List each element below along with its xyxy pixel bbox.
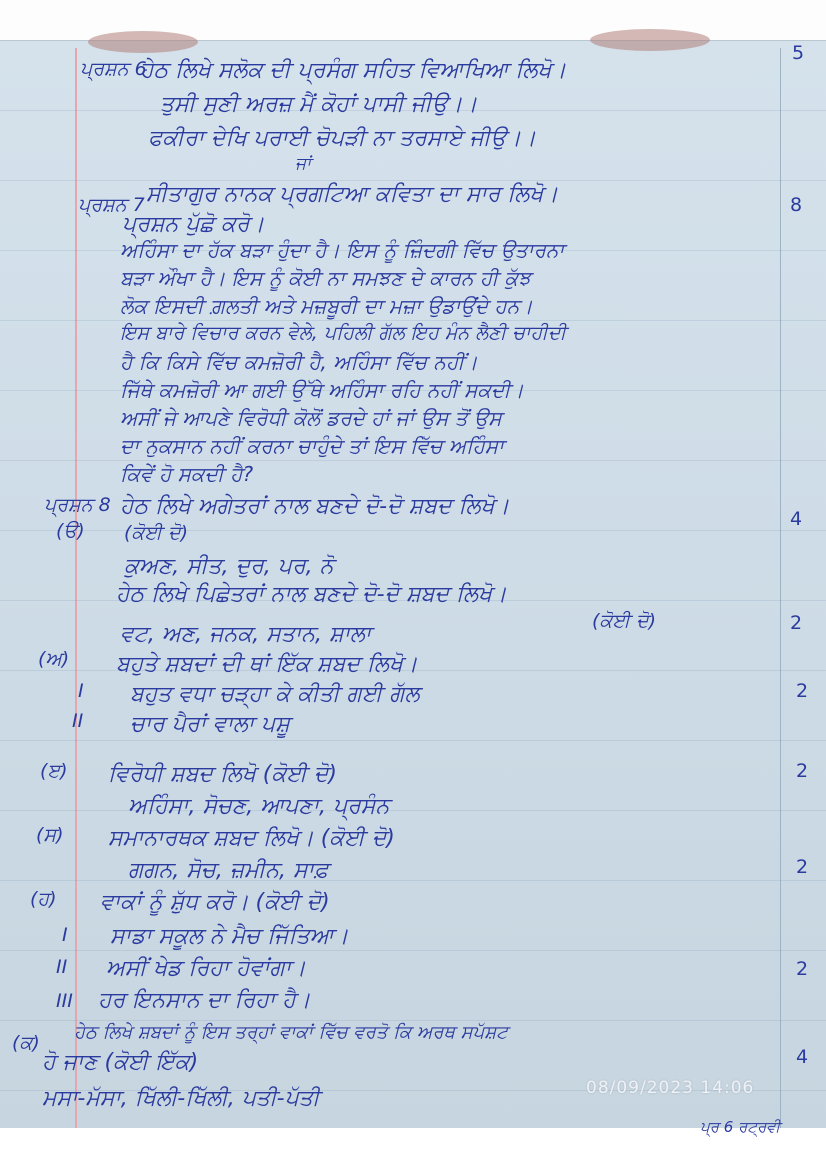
- text-line: ਹੇਠ ਲਿਖੇ ਸ਼ਬਦਾਂ ਨੂੰ ਇਸ ਤਰ੍ਹਾਂ ਵਾਕਾਂ ਵਿੱਚ ਵਰਤੋ ਕਿ ਅਰਥ ਸਪੱਸ਼ਟ: [74, 1022, 508, 1043]
- question-label-6: ਪ੍ਰਸ਼ਨ 6: [80, 58, 147, 80]
- marks-margin-line: [780, 48, 781, 1128]
- text-line: ਮਸਾ-ਮੱਸਾ, ਖਿੱਲੀ-ਖਿੱਲੀ, ਪਤੀ-ਪੱਤੀ: [42, 1086, 320, 1111]
- ruled-line: [0, 1020, 826, 1021]
- item-label-iii: III: [56, 990, 73, 1012]
- text-line: ਸੀਤਾਗੁਰ ਨਾਨਕ ਪ੍ਰਗਟਿਆ ਕਵਿਤਾ ਦਾ ਸਾਰ ਲਿਖੋ।: [146, 182, 559, 207]
- text-line: ਲੋਕ ਇਸਦੀ ਗ਼ਲਤੀ ਅਤੇ ਮਜ਼ਬੂਰੀ ਦਾ ਮਜ਼ਾ ਉਡਾਉਂਦੇ ਹਨ।: [120, 294, 533, 318]
- text-line: ਹੇਠ ਲਿਖੇ ਪਿਛੇਤਰਾਂ ਨਾਲ ਬਣਦੇ ਦੋ-ਦੋ ਸ਼ਬਦ ਲਿਖੋ।: [116, 582, 507, 607]
- text-line: ਗਗਨ, ਸੋਚ, ਜ਼ਮੀਨ, ਸਾਫ਼: [128, 858, 329, 883]
- item-label-ii: II: [56, 956, 68, 978]
- marks-q7: 8: [790, 194, 803, 216]
- subpart-label-a: (ੳ): [56, 520, 85, 542]
- text-line: ਅਸੀਂ ਜੇ ਆਪਣੇ ਵਿਰੋਧੀ ਕੋਲੋਂ ਡਰਦੇ ਹਾਂ ਜਾਂ ਉਸ ਤੋਂ ਉਸ: [120, 406, 502, 430]
- finger-shadow: [88, 31, 198, 53]
- ruled-line: [0, 950, 826, 951]
- text-line: ਇਸ ਬਾਰੇ ਵਿਚਾਰ ਕਰਨ ਵੇਲੇ, ਪਹਿਲੀ ਗੱਲ ਇਹ ਮੰਨ ਲੈਣੀ ਚਾਹੀਦੀ: [120, 322, 567, 344]
- text-line: (ਕੋਈ ਦੋ): [124, 522, 189, 544]
- page-number: 5: [792, 42, 805, 64]
- text-line: ਵਟ, ਅਣ, ਜਨਕ, ਸਤਾਨ, ਸ਼ਾਲਾ: [120, 622, 372, 647]
- text-line: ਵਿਰੋਧੀ ਸ਼ਬਦ ਲਿਖੋ (ਕੋਈ ਦੋ): [108, 762, 337, 787]
- ruled-line: [0, 460, 826, 461]
- marks-e: 2: [796, 760, 809, 782]
- text-line: ਅਸੀਂ ਖੇਡ ਰਿਹਾ ਹੋਵਾਂਗਾ।: [106, 956, 306, 981]
- text-line: ਬਹੁਤੇ ਸ਼ਬਦਾਂ ਦੀ ਥਾਂ ਇੱਕ ਸ਼ਬਦ ਲਿਖੋ।: [116, 652, 418, 677]
- item-label-i: I: [78, 680, 84, 702]
- text-line: ਵਾਕਾਂ ਨੂੰ ਸ਼ੁੱਧ ਕਰੋ। (ਕੋਈ ਦੋ): [100, 890, 330, 915]
- text-line: ਹੇਠ ਲਿਖੇ ਸਲੋਕ ਦੀ ਪ੍ਰਸੰਗ ਸਹਿਤ ਵਿਆਖਿਆ ਲਿਖੋ।: [140, 58, 567, 83]
- text-line: ਜਿੱਥੇ ਕਮਜ਼ੋਰੀ ਆ ਗਈ ਉੱਥੇ ਅਹਿੰਸਾ ਰਹਿ ਨਹੀਂ ਸਕਦੀ।: [120, 378, 524, 402]
- ruled-line: [0, 180, 826, 181]
- text-line: ਫਕੀਰਾ ਦੇਖਿ ਪਰਾਈ ਚੋਪੜੀ ਨਾ ਤਰਸਾਏ ਜੀਉ।।: [148, 126, 536, 151]
- photo-timestamp: 08/09/2023 14:06: [586, 1078, 755, 1098]
- footer-scrawl: ਪ੍ਰ 6 ਰਟ੍ਰਵੀ: [700, 1118, 781, 1136]
- marks-k: 4: [796, 1046, 809, 1068]
- subpart-label-h: (ਹ): [30, 888, 57, 910]
- text-line: ਹੈ ਕਿ ਕਿਸੇ ਵਿੱਚ ਕਮਜ਼ੋਰੀ ਹੈ, ਅਹਿੰਸਾ ਵਿੱਚ ਨਹੀਂ।: [120, 350, 478, 374]
- marks-s: 2: [796, 856, 809, 878]
- question-label-8: ਪ੍ਰਸ਼ਨ 8: [44, 494, 111, 516]
- text-line: ਦਾ ਨੁਕਸਾਨ ਨਹੀਂ ਕਰਨਾ ਚਾਹੁੰਦੇ ਤਾਂ ਇਸ ਵਿੱਚ ਅਹਿੰਸਾ: [120, 434, 504, 458]
- text-line: ਤੁਸੀ ਸੁਣੀ ਅਰਜ਼ ਮੈਂ ਕੋਹਾਂ ਪਾਸੀ ਜੀਉ।।: [160, 92, 478, 117]
- ruled-line: [0, 880, 826, 881]
- marks-suffix: 2: [790, 612, 803, 634]
- text-line: (ਕੋਈ ਦੋ): [592, 610, 657, 632]
- text-line: ਹੇਠ ਲਿਖੇ ਅਗੇਤਰਾਂ ਨਾਲ ਬਣਦੇ ਦੋ-ਦੋ ਸ਼ਬਦ ਲਿਖੋ।: [120, 494, 510, 519]
- margin-line: [75, 48, 77, 1128]
- finger-shadow: [590, 29, 710, 51]
- marks-h: 2: [796, 958, 809, 980]
- text-line: ਪ੍ਰਸ਼ਨ ਪੁੱਛੋ ਕਰੋ।: [122, 212, 265, 237]
- subpart-label-k: (ਕ): [12, 1032, 40, 1054]
- text-line: ਅਹਿੰਸਾ, ਸੋਚਣ, ਆਪਣਾ, ਪ੍ਰਸੰਨ: [128, 794, 390, 819]
- subpart-label-aa: (ਅ): [38, 648, 70, 670]
- text-line: ਕੁਅਣ, ਸੀਤ, ਦੁਰ, ਪਰ, ਨੋ: [124, 554, 334, 579]
- text-line: ਬਹੁਤ ਵਧਾ ਚੜ੍ਹਾ ਕੇ ਕੀਤੀ ਗਈ ਗੱਲ: [130, 682, 420, 707]
- text-line: ਹੋ ਜਾਣ (ਕੋਈ ਇੱਕ): [42, 1050, 199, 1075]
- subpart-label-s: (ਸ): [36, 824, 64, 846]
- ruled-line: [0, 810, 826, 811]
- text-line: ਹਰ ਇਨਸਾਨ ਦਾ ਰਿਹਾ ਹੈ।: [98, 988, 311, 1013]
- ruled-line: [0, 740, 826, 741]
- text-line: ਸਮਾਨਾਰਥਕ ਸ਼ਬਦ ਲਿਖੋ। (ਕੋਈ ਦੋ): [108, 826, 395, 851]
- question-label-7: ਪ੍ਰਸ਼ਨ 7: [78, 194, 145, 216]
- text-line: ਅਹਿੰਸਾ ਦਾ ਹੱਕ ਬੜਾ ਹੁੰਦਾ ਹੈ। ਇਸ ਨੂੰ ਜ਼ਿੰਦਗੀ ਵਿੱਚ ਉਤਾਰਨਾ: [120, 238, 565, 262]
- text-line: ਸਾਡਾ ਸਕੂਲ ਨੇ ਮੈਚ ਜਿੱਤਿਆ।: [110, 924, 349, 949]
- ruled-line: [0, 320, 826, 321]
- text-line: ਚਾਰ ਪੈਰਾਂ ਵਾਲਾ ਪਸ਼ੂ: [130, 712, 290, 737]
- text-line: ਬੜਾ ਔਖਾ ਹੈ। ਇਸ ਨੂੰ ਕੋਈ ਨਾ ਸਮਝਣ ਦੇ ਕਾਰਨ ਹੀ ਕੁੱਝ: [120, 266, 531, 290]
- text-line: ਜਾਂ: [295, 154, 311, 174]
- subpart-label-e: (ੲ): [40, 760, 68, 782]
- item-label-ii: II: [72, 710, 84, 732]
- item-label-i: I: [62, 924, 68, 946]
- text-line: ਕਿਵੇਂ ਹੋ ਸਕਦੀ ਹੈ?: [120, 462, 254, 486]
- marks-aa: 2: [796, 680, 809, 702]
- marks-q8: 4: [790, 508, 803, 530]
